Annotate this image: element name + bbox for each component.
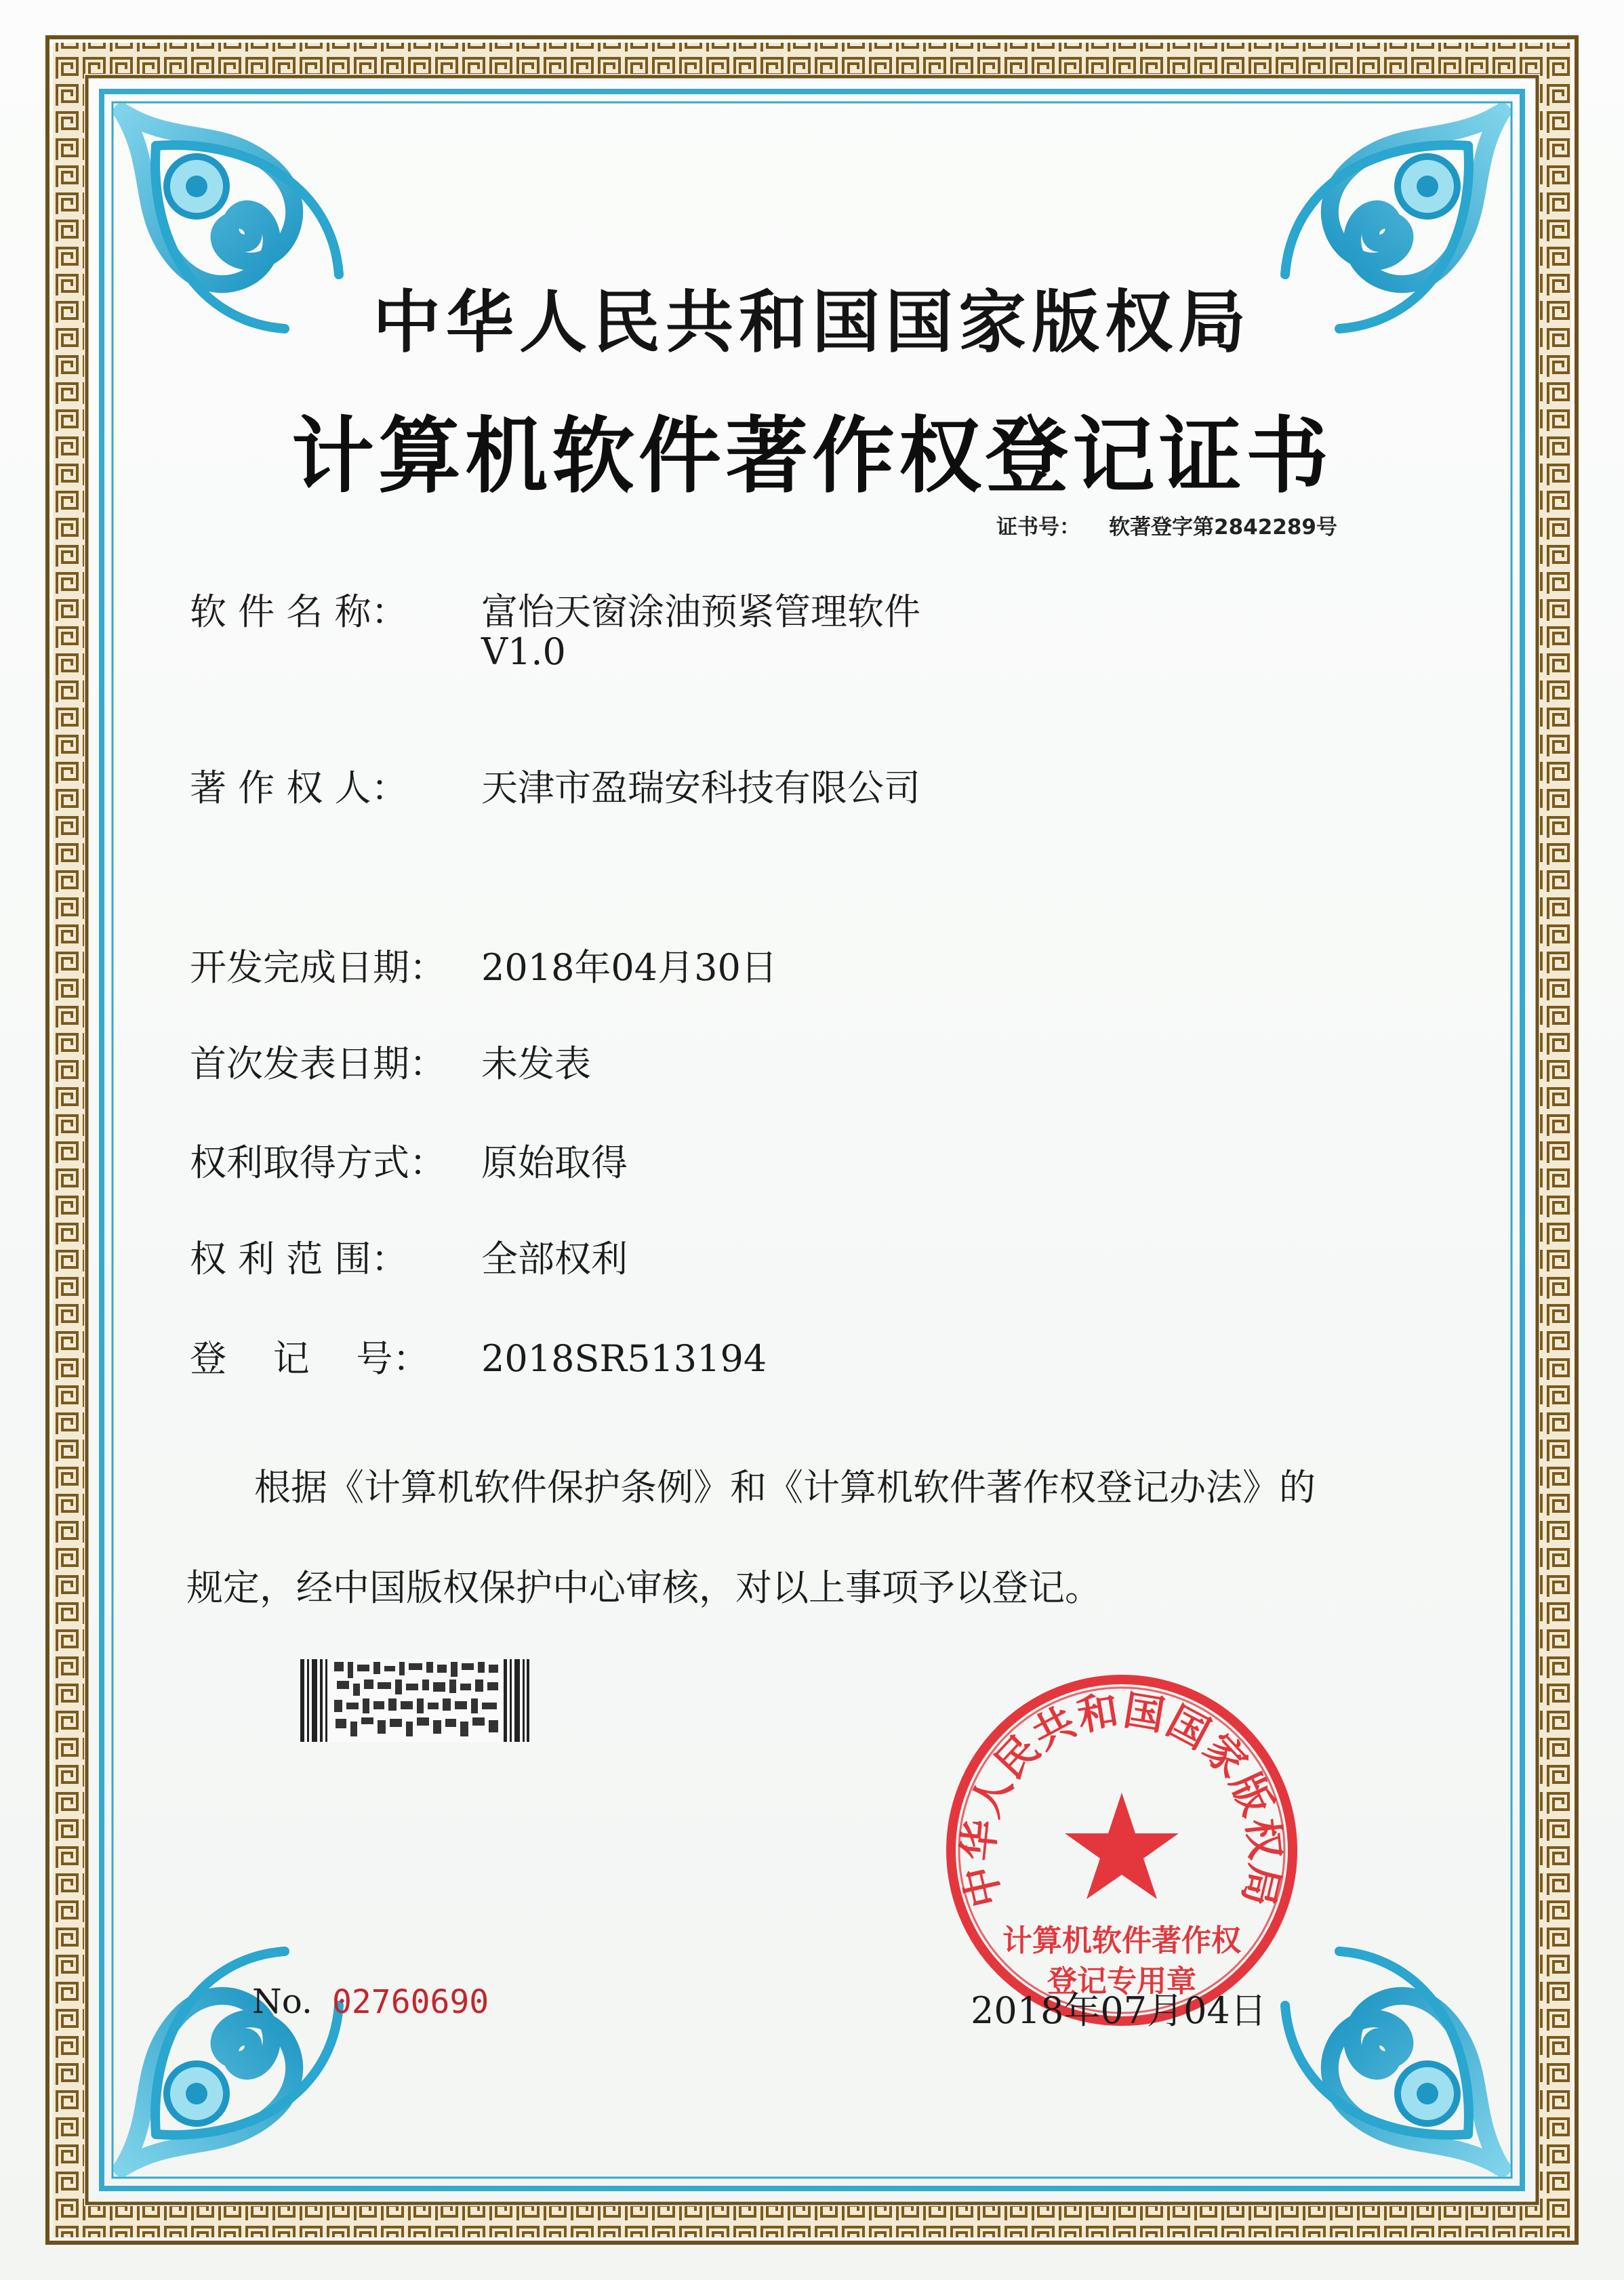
field-value: 2018SR513194 [481, 1337, 767, 1380]
field-value: 全部权利 [481, 1238, 628, 1280]
serial-number-label: No. [252, 1982, 312, 2021]
field-value: 未发表 [481, 1042, 591, 1085]
issuing-authority: 中华人民共和国国家版权局 [373, 283, 1251, 362]
field-completion-date [190, 939, 777, 991]
statement-line-1: 根据《计算机软件保护条例》和《计算机软件著作权登记办法》的 [254, 1466, 1316, 1509]
field-value: 原始取得 [481, 1141, 628, 1184]
certificate-title: 计算机软件著作权登记证书 [291, 408, 1333, 504]
field-acquisition-method [190, 1134, 628, 1186]
field-label: 开发完成日期： [190, 946, 446, 989]
field-label: 权 利 范 围： [190, 1238, 408, 1280]
field-registration-number [190, 1330, 767, 1382]
official-seal [939, 1667, 1305, 2033]
serial-number-value: 02760690 [332, 1983, 489, 2021]
field-first-publication-date [190, 1035, 591, 1087]
svg-text:中华人民共和国国家版权局: 中华人民共和国国家版权局 [954, 1686, 1289, 1912]
field-label: 登 记 号： [190, 1337, 430, 1380]
issue-date: 2018年07月04日 [971, 1989, 1267, 2032]
field-label: 权利取得方式： [190, 1141, 446, 1184]
certificate-number-label: 证书号： [996, 515, 1080, 540]
svg-text:登记专用章: 登记专用章 [1047, 1964, 1196, 1999]
field-label: 著 作 权 人： [190, 767, 408, 809]
field-label: 软 件 名 称： [190, 590, 408, 633]
certificate-number-value: 软著登字第2842289号 [1109, 515, 1337, 540]
field-value-version: V1.0 [481, 630, 566, 673]
field-value: 天津市盈瑞安科技有限公司 [481, 767, 920, 809]
field-value: 2018年04月30日 [481, 946, 777, 989]
field-rights-scope [190, 1230, 628, 1282]
field-label: 首次发表日期： [190, 1042, 446, 1085]
barcode-image [300, 1659, 529, 1742]
field-copyright-owner [190, 759, 920, 811]
field-software-name [190, 583, 920, 673]
statement-line-2: 规定，经中国版权保护中心审核，对以上事项予以登记。 [186, 1566, 1101, 1609]
svg-text:计算机软件著作权: 计算机软件著作权 [1002, 1923, 1241, 1958]
certificate-number [996, 510, 1337, 540]
field-value: 富怡天窗涂油预紧管理软件 [481, 590, 920, 633]
